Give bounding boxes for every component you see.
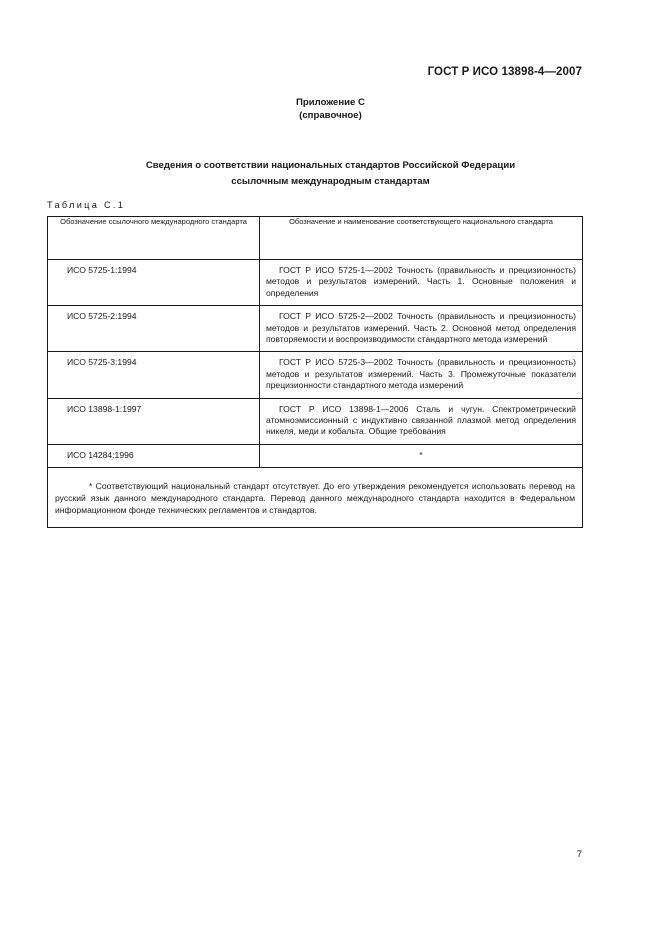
international-standard-cell: ИСО 14284:1996 [48,444,260,467]
document-code-header: ГОСТ Р ИСО 13898-4—2007 [427,66,582,78]
table-footnote: * Соответствующий национальный стандарт отсутствует. До его утверждения рекомендуется использовать перевод на русский язык данного международного стандарта. Перевод данного международного стандарта находится в Федеральном информационном фонде технических регламентов и стандартов. [55,481,575,516]
national-standard-text: ГОСТ Р ИСО 5725-3—2002 Точность (правильность и прецизионность) методов и результатов измерений. Часть 3. Промежуточные показатели прецизионности стандартного метода измерений [266,357,576,391]
table-row [48,260,583,306]
international-standard-cell: ИСО 13898-1:1997 [48,398,260,444]
national-standard-text: ГОСТ Р ИСО 13898-1—2006 Сталь и чугун. Спектрометрический атомноэмиссионный с индуктивно связанной плазмой метод определения никеля, меди и кобальта. Общие требования [266,403,576,437]
table-footnote-cell [48,468,583,528]
column-header-national: Обозначение и наименование соответствующего национального стандарта [260,217,583,260]
section-title-line2: ссылочным международным стандартам [231,176,430,187]
national-standard-cell [260,306,583,352]
section-title-line1: Сведения о соответствии национальных стандартов Российской Федерации [145,160,516,171]
section-heading [0,158,661,190]
appendix-heading [0,96,661,122]
table-row [48,398,583,444]
national-standard-cell [260,398,583,444]
table-row [48,306,583,352]
national-standard-cell [260,352,583,398]
correspondence-table [47,216,583,528]
international-standard-cell: ИСО 5725-2:1994 [48,306,260,352]
international-standard-cell: ИСО 5725-3:1994 [48,352,260,398]
national-standard-text: ГОСТ Р ИСО 5725-1—2002 Точность (правильность и прецизионность) методов и результатов измерений. Часть 1. Основные положения и определения [266,265,576,298]
column-header-international: Обозначение ссылочного международного стандарта [48,217,260,260]
appendix-subtitle: (справочное) [299,110,362,121]
national-standard-text: ГОСТ Р ИСО 5725-2—2002 Точность (правильность и прецизионность) методов и результатов измерений. Часть 2. Основной метод определения повторяемости и воспроизводимости стандартного метода измерений [266,311,576,345]
table-header-row [48,217,583,260]
table-footnote-row [48,468,583,528]
table-row [48,352,583,398]
national-standard-cell [260,260,583,306]
page-number: 7 [576,849,582,860]
international-standard-cell: ИСО 5725-1:1994 [48,260,260,306]
appendix-title: Приложение С [296,97,365,108]
national-standard-cell: * [260,444,583,467]
table-caption: Таблица С.1 [47,200,126,210]
table-row [48,444,583,467]
